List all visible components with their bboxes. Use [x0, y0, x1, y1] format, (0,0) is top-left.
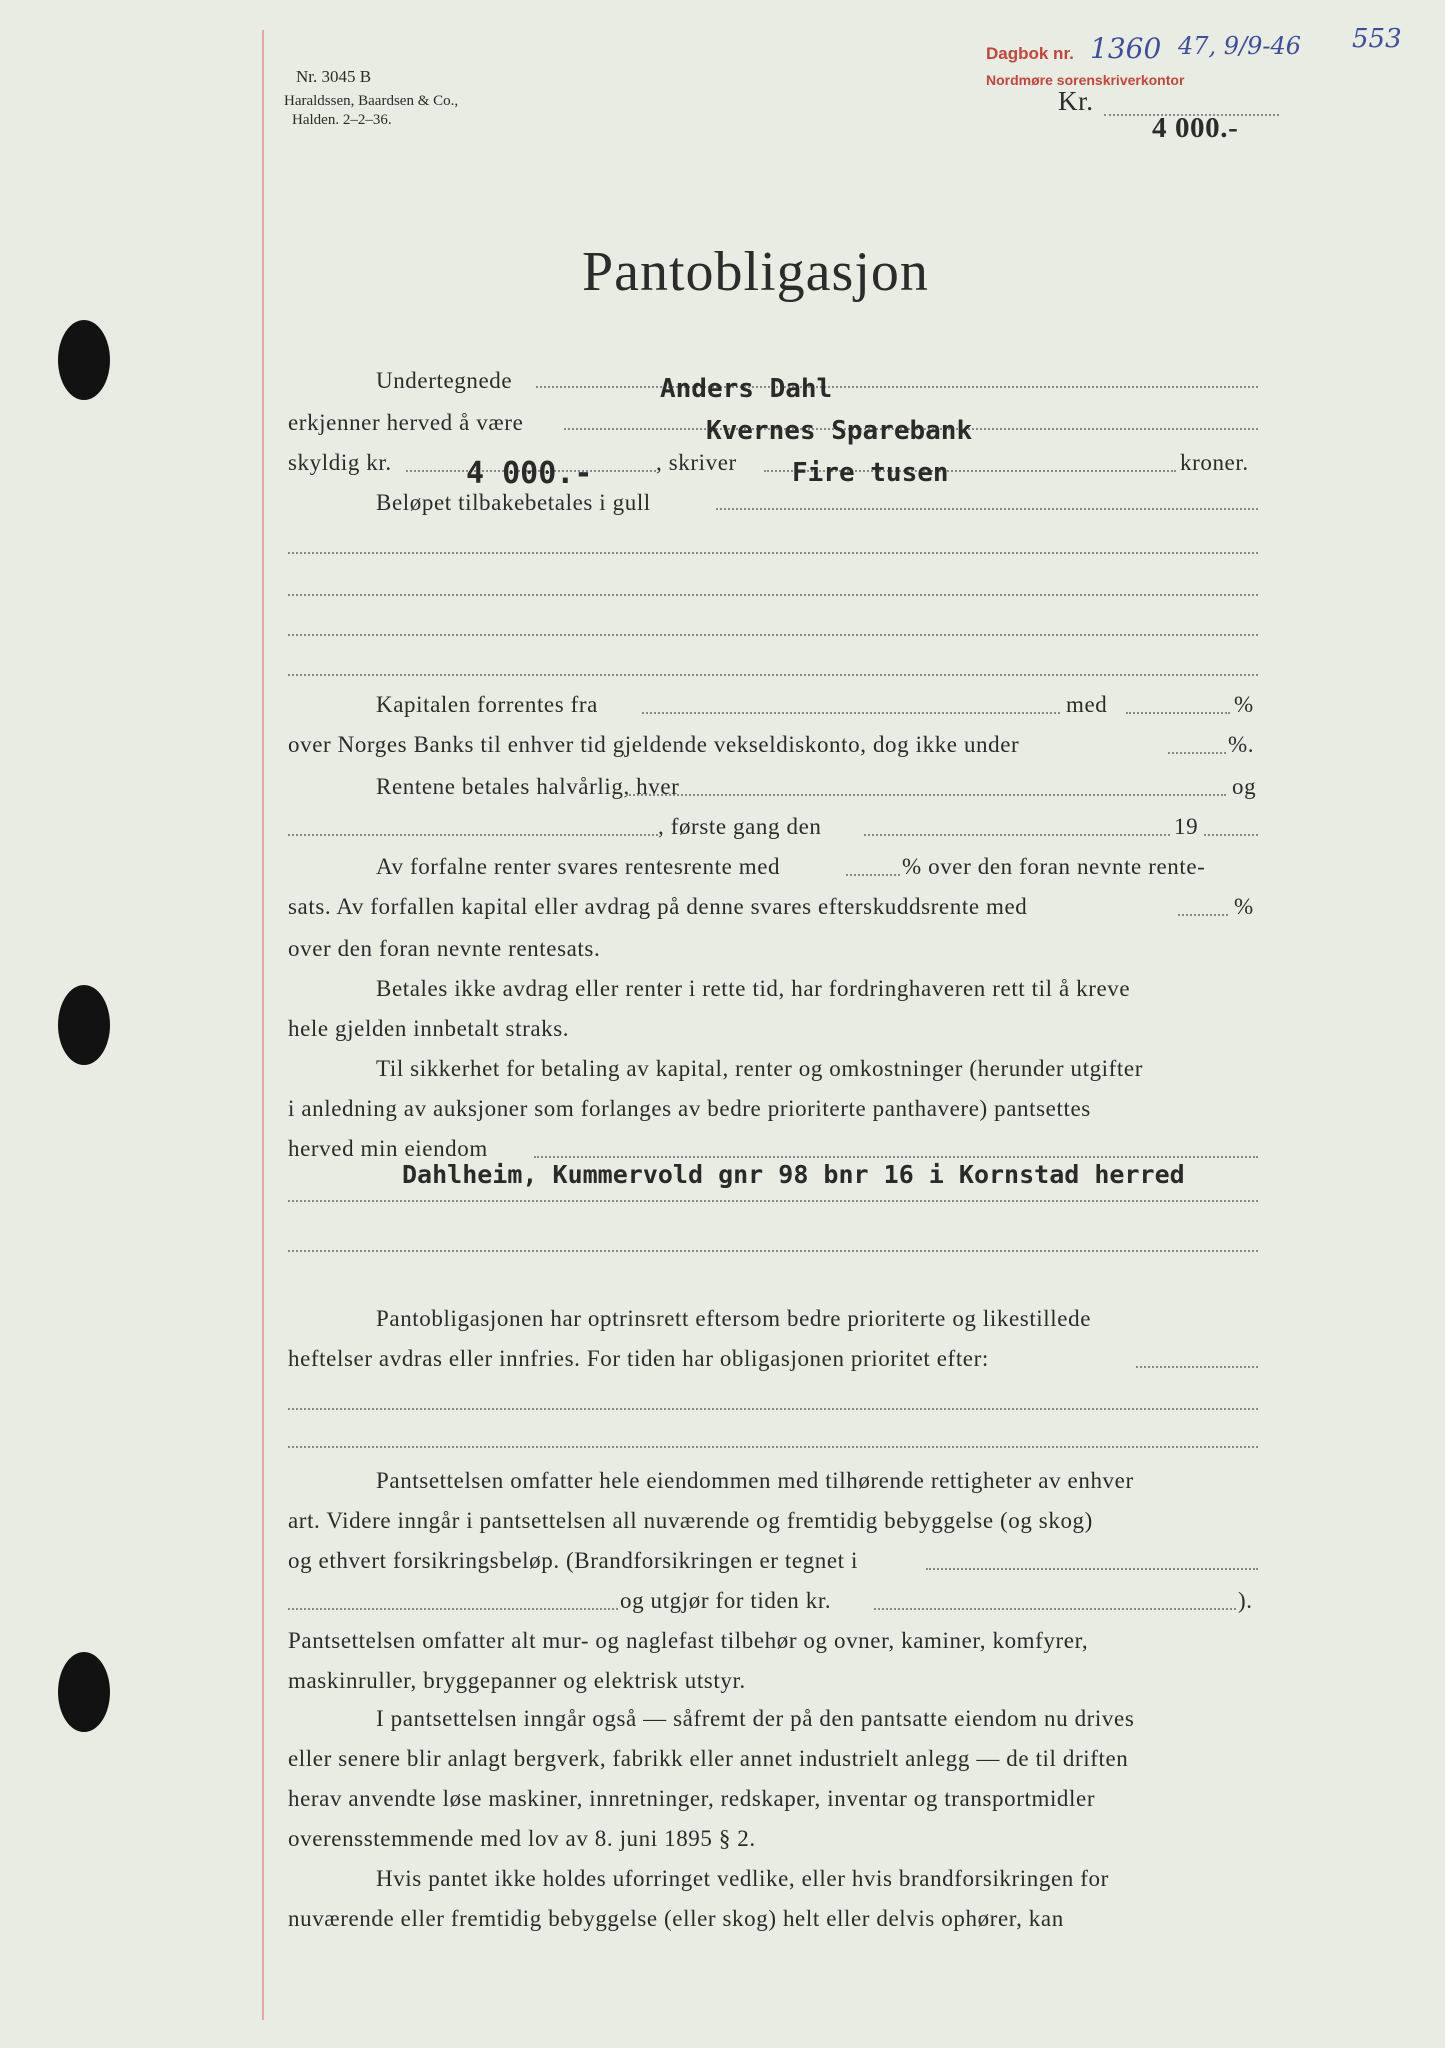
over-norges-text: over Norges Banks til enhver tid gjeldende vekseldiskonto, dog ikke under [288, 732, 1020, 757]
kapitalen-rate-line [1126, 712, 1230, 714]
office-stamp: Nordmøre sorenskriverkontor [986, 72, 1185, 88]
diary-number-hand: 1360 [1090, 32, 1162, 65]
hvis-text-b: nuværende eller fremtidig bebyggelse (eller skog) helt eller delvis ophører, kan [288, 1906, 1064, 1931]
pct-text-1: % [1234, 692, 1254, 717]
skyldig-label: skyldig kr. [288, 450, 392, 475]
prioritet-line [1136, 1366, 1258, 1368]
printer-place-date: Halden. 2–2–36. [292, 112, 392, 128]
erkjenner-label: erkjenner herved å være [288, 410, 524, 435]
blank-line-2 [288, 594, 1258, 596]
pantsett-text-a: Pantsettelsen omfatter hele eiendommen med tilhørende rettigheter av enhver [376, 1468, 1134, 1493]
av-forfalne-text-b: % over den foran nevnte rente- [902, 854, 1206, 879]
printer-name: Haraldssen, Baardsen & Co., [284, 93, 459, 109]
rentene-text: Rentene betales halvårlig, hver [376, 774, 680, 799]
i-pant-text-c: herav anvendte løse maskiner, innretninger, redskaper, inventar og transportmidler [288, 1786, 1096, 1811]
property-value: Dahlheim, Kummervold gnr 98 bnr 16 i Kornstad herred [402, 1160, 1185, 1189]
og-text: og [1232, 774, 1257, 799]
prioritet-line-2 [288, 1408, 1258, 1410]
blank-line-4 [288, 674, 1258, 676]
skriver-label: , skriver [656, 450, 737, 475]
margin-rule [262, 30, 264, 2020]
brandforsikring-line-2 [288, 1608, 618, 1610]
sats-text: sats. Av forfallen kapital eller avdrag på denne svares efterskuddsrente med [288, 894, 1028, 919]
year-prefix-text: 19 [1174, 814, 1199, 839]
diary-year-hand: 47, 9/9-46 [1178, 32, 1302, 60]
i-pant-text-d: overensstemmende med lov av 8. juni 1895 § 2. [288, 1826, 756, 1851]
pantsett-text-b: art. Videre inngår i pantsettelsen all nuværende og fremtidig bebyggelse (og skog) [288, 1508, 1093, 1533]
efterskudd-line [1178, 914, 1228, 916]
page-number-hand: 553 [1352, 24, 1402, 54]
kr-label: Kr. [1058, 86, 1094, 116]
pct-text-2: %. [1228, 732, 1255, 757]
rentesrente-line [846, 874, 900, 876]
rentene-line [626, 794, 1226, 796]
forste-gang-text: , første gang den [658, 814, 822, 839]
av-forfalne-text-a: Av forfalne renter svares rentesrente med [376, 854, 781, 879]
form-number: Nr. 3045 B [296, 67, 372, 86]
forste-lead-line [288, 834, 658, 836]
i-pant-text-b: eller senere blir anlagt bergverk, fabrikk eller annet industrielt anlegg — de til driften [288, 1746, 1129, 1771]
punch-hole-bottom [58, 1652, 110, 1732]
kroner-label: kroner. [1180, 450, 1249, 475]
herved-min-text: herved min eiendom [288, 1136, 488, 1161]
prioritet-line-3 [288, 1446, 1258, 1448]
kapitalen-date-line [642, 712, 1060, 714]
skriver-value: Fire tusen [792, 458, 949, 488]
blank-line-1 [288, 552, 1258, 554]
i-pant-text-a: I pantsettelsen inngår også — såfremt der på den pantsatte eiendom nu drives [376, 1706, 1135, 1731]
forste-date-line [864, 834, 1170, 836]
property-line-1 [288, 1200, 1258, 1202]
punch-hole-middle [58, 985, 110, 1065]
pct-text-3: % [1234, 894, 1254, 919]
belopet-label: Beløpet tilbakebetales i gull [376, 490, 651, 515]
kapitalen-text: Kapitalen forrentes fra [376, 692, 598, 717]
pantsett-text-f: maskinruller, bryggepanner og elektrisk utstyr. [288, 1668, 746, 1693]
med-text: med [1066, 692, 1108, 717]
blank-line-3 [288, 634, 1258, 636]
skyldig-amount: 4 000.- [466, 456, 593, 491]
undertegnede-label: Undertegnede [376, 368, 513, 393]
over-den-text: over den foran nevnte rentesats. [288, 936, 601, 961]
i-anledning-text: i anledning av auksjoner som forlanges av bedre prioriterte panthavere) pantsettes [288, 1096, 1091, 1121]
hvis-text-a: Hvis pantet ikke holdes uforringet vedlike, eller hvis brandforsikringen for [376, 1866, 1109, 1891]
diary-stamp-label: Dagbok nr. [986, 44, 1074, 63]
til-sikkerhet-text: Til sikkerhet for betaling av kapital, renter og omkostninger (herunder utgifter [376, 1056, 1143, 1081]
pantsett-text-d: og utgjør for tiden kr. [620, 1588, 832, 1613]
paren-close: ). [1238, 1588, 1253, 1613]
pantoblig-text-b: heftelser avdras eller innfries. For tiden har obligasjonen prioritet efter: [288, 1346, 989, 1371]
brandforsikring-line [926, 1568, 1258, 1570]
min-rate-line [1168, 752, 1226, 754]
year-line [1204, 834, 1258, 836]
eiendom-line [534, 1156, 1258, 1158]
undertegnede-line [536, 386, 1258, 388]
hele-gjelden-text: hele gjelden innbetalt straks. [288, 1016, 570, 1041]
undertegnede-value: Anders Dahl [660, 374, 833, 404]
betales-ikke-text: Betales ikke avdrag eller renter i rette tid, har fordringhaveren rett til å kreve [376, 976, 1131, 1001]
pantsett-text-c: og ethvert forsikringsbeløp. (Brandforsikringen er tegnet i [288, 1548, 859, 1573]
creditor-value: Kvernes Sparebank [706, 416, 973, 446]
pantoblig-text-a: Pantobligasjonen har optrinsrett eftersom bedre prioriterte og likestillede [376, 1306, 1091, 1331]
pantsett-text-e: Pantsettelsen omfatter alt mur- og naglefast tilbehør og ovner, kaminer, komfyrer, [288, 1628, 1089, 1653]
belopet-line [716, 508, 1258, 510]
punch-hole-top [58, 320, 110, 400]
document-title: Pantobligasjon [582, 241, 929, 303]
property-line-2 [288, 1250, 1258, 1252]
forsikring-amount-line [874, 1608, 1236, 1610]
kr-amount: 4 000.- [1152, 112, 1239, 144]
